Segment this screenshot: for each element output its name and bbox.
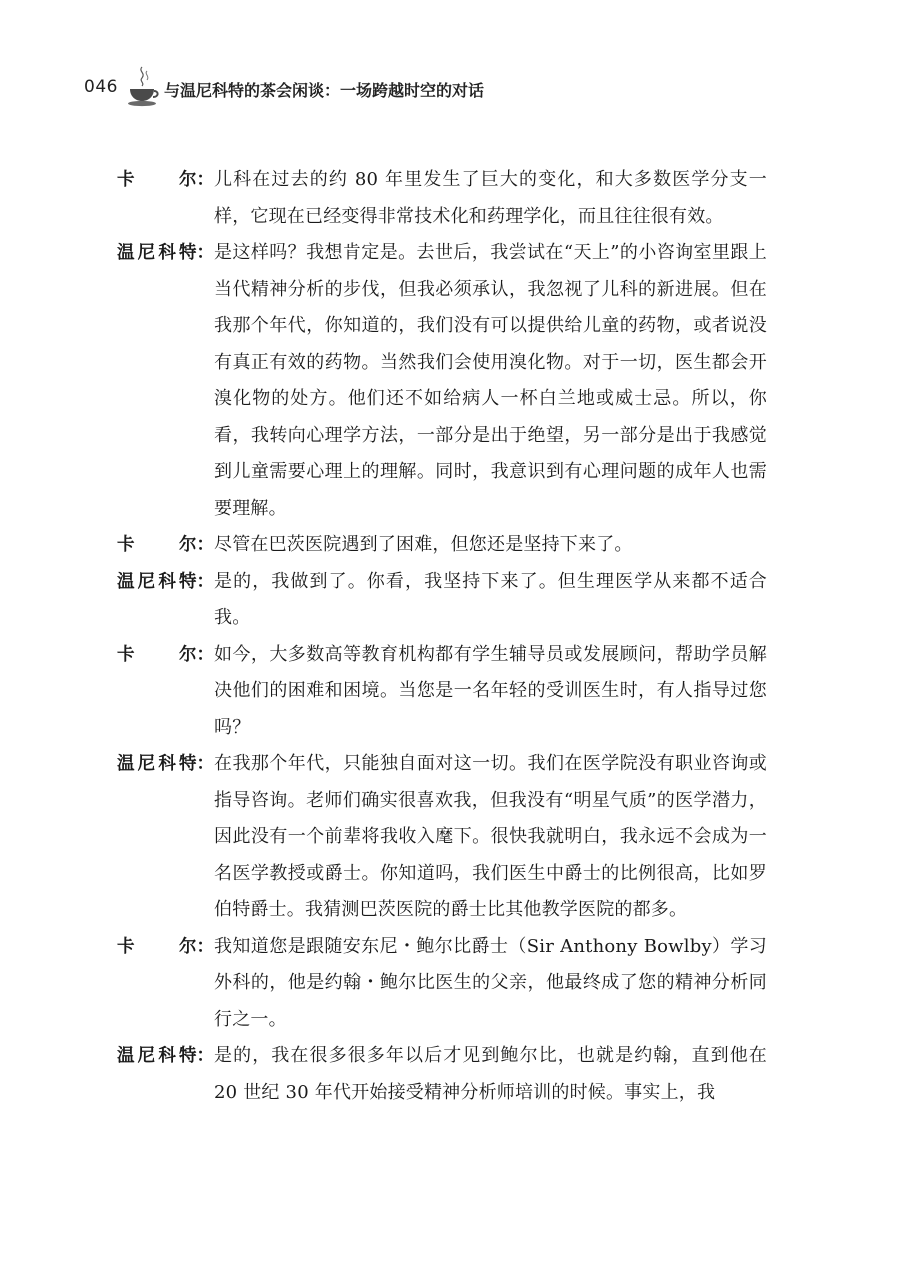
speaker-name-char: 特 (178, 571, 197, 592)
speaker-name-char: 尼 (137, 754, 156, 774)
speaker-name-char: 尔 (179, 170, 197, 190)
speaker-label (117, 929, 214, 1039)
speaker-name-char: 尔 (179, 644, 197, 665)
speaker-name (117, 1038, 197, 1111)
speaker-name-char: 尔 (179, 936, 197, 957)
speech-text: 我知道您是跟随安东尼・鲍尔比爵士（Sir Anthony Bowlby）学习外科的，他是约翰・鲍尔比医生的父亲，他最终成了您的精神分析同行之一。 (214, 935, 767, 1030)
speaker-name (117, 746, 197, 929)
book-title: 与温尼科特的茶会闲谈：一场跨越时空的对话 (163, 80, 484, 100)
speaker-colon: ： (196, 936, 214, 957)
speech-text: 在我那个年代，只能独自面对这一切。我们在医学院没有职业咨询或指导咨询。老师们确实很喜欢我，但我没有“明星气质”的医学潜力，因此没有一个前辈将我收入麾下。很快我就明白，我永远不会成为一名医学教授或爵士。你知道吗，我们医生中爵士的比例很高，比如罗伯特爵士。我猜测巴茨医院的爵士比其他教学医院的都多。 (214, 753, 767, 920)
speaker-name (117, 527, 197, 564)
running-header (84, 62, 484, 112)
speech-text: 是的，我做到了。你看，我坚持下来了。但生理医学从来都不适合我。 (214, 570, 767, 628)
speaker-colon: ： (196, 243, 214, 263)
speaker-name-char: 特 (178, 243, 197, 263)
speaker-name-char: 温 (117, 1046, 135, 1066)
speaker-label (117, 235, 214, 527)
page-number: 046 (84, 77, 118, 97)
dialogue-entry (117, 235, 767, 527)
speaker-label (117, 162, 214, 235)
speaker-name-char: 温 (117, 754, 135, 774)
speaker-name (117, 637, 197, 747)
dialogue-entry (117, 1038, 767, 1111)
speaker-name-char: 卡 (117, 170, 135, 190)
speaker-name-char: 尼 (137, 571, 156, 592)
speaker-name (117, 564, 197, 637)
dialogue-body (117, 162, 767, 1111)
dialogue-entry (117, 527, 767, 564)
speaker-colon: ： (196, 571, 214, 592)
speaker-colon: ： (196, 644, 214, 665)
speaker-colon: ： (196, 1046, 214, 1066)
speaker-label (117, 564, 214, 637)
speaker-label (117, 1038, 214, 1111)
speaker-name-char: 卡 (117, 535, 135, 555)
speaker-name-char: 科 (158, 571, 176, 592)
speaker-colon: ： (196, 754, 214, 774)
speaker-colon: ： (196, 535, 214, 555)
speaker-label (117, 527, 214, 564)
speaker-name-char: 科 (158, 1046, 176, 1066)
speaker-name-char: 温 (117, 571, 135, 592)
dialogue-entry (117, 637, 767, 747)
speech-text: 是这样吗？我想肯定是。去世后，我尝试在“天上”的小咨询室里跟上当代精神分析的步伐，但我必须承认，我忽视了儿科的新进展。但在我那个年代，你知道的，我们没有可以提供给儿童的药物，或者说没有真正有效的药物。当然我们会使用溴化物。对于一切，医生都会开溴化物的处方。他们还不如给病人一杯白兰地或威士忌。所以，你看，我转向心理学方法，一部分是出于绝望，另一部分是出于我感觉到儿童需要心理上的理解。同时，我意识到有心理问题的成年人也需要理解。 (214, 242, 767, 519)
speaker-label (117, 637, 214, 747)
speaker-name-char: 尼 (137, 1046, 156, 1066)
speaker-name-char: 科 (158, 754, 176, 774)
speaker-name-char: 特 (178, 754, 197, 774)
teacup-icon (126, 65, 160, 109)
speaker-name-char: 尔 (179, 535, 197, 555)
speaker-name-char: 科 (158, 243, 176, 263)
speaker-name-char: 特 (178, 1046, 197, 1066)
speaker-colon: ： (196, 170, 214, 190)
speaker-name (117, 929, 197, 1039)
dialogue-entry (117, 929, 767, 1039)
speaker-name-char: 卡 (117, 644, 135, 665)
speaker-label (117, 746, 214, 929)
dialogue-entry (117, 564, 767, 637)
dialogue-entry (117, 746, 767, 929)
speaker-name-char: 卡 (117, 936, 135, 957)
speech-text: 尽管在巴茨医院遇到了困难，但您还是坚持下来了。 (214, 534, 633, 555)
speaker-name (117, 235, 197, 527)
dialogue-entry (117, 162, 767, 235)
speaker-name (117, 162, 197, 235)
speech-text: 儿科在过去的约 80 年里发生了巨大的变化，和大多数医学分支一样，它现在已经变得非常技术化和药理学化，而且往往很有效。 (214, 169, 767, 227)
speech-text: 是的，我在很多很多年以后才见到鲍尔比，也就是约翰，直到他在 20 世纪 30 年代开始接受精神分析师培训的时候。事实上，我 (214, 1045, 767, 1103)
speech-text: 如今，大多数高等教育机构都有学生辅导员或发展顾问，帮助学员解决他们的困难和困境。当您是一名年轻的受训医生时，有人指导过您吗？ (214, 643, 767, 738)
speaker-name-char: 温 (117, 243, 135, 263)
speaker-name-char: 尼 (137, 243, 156, 263)
